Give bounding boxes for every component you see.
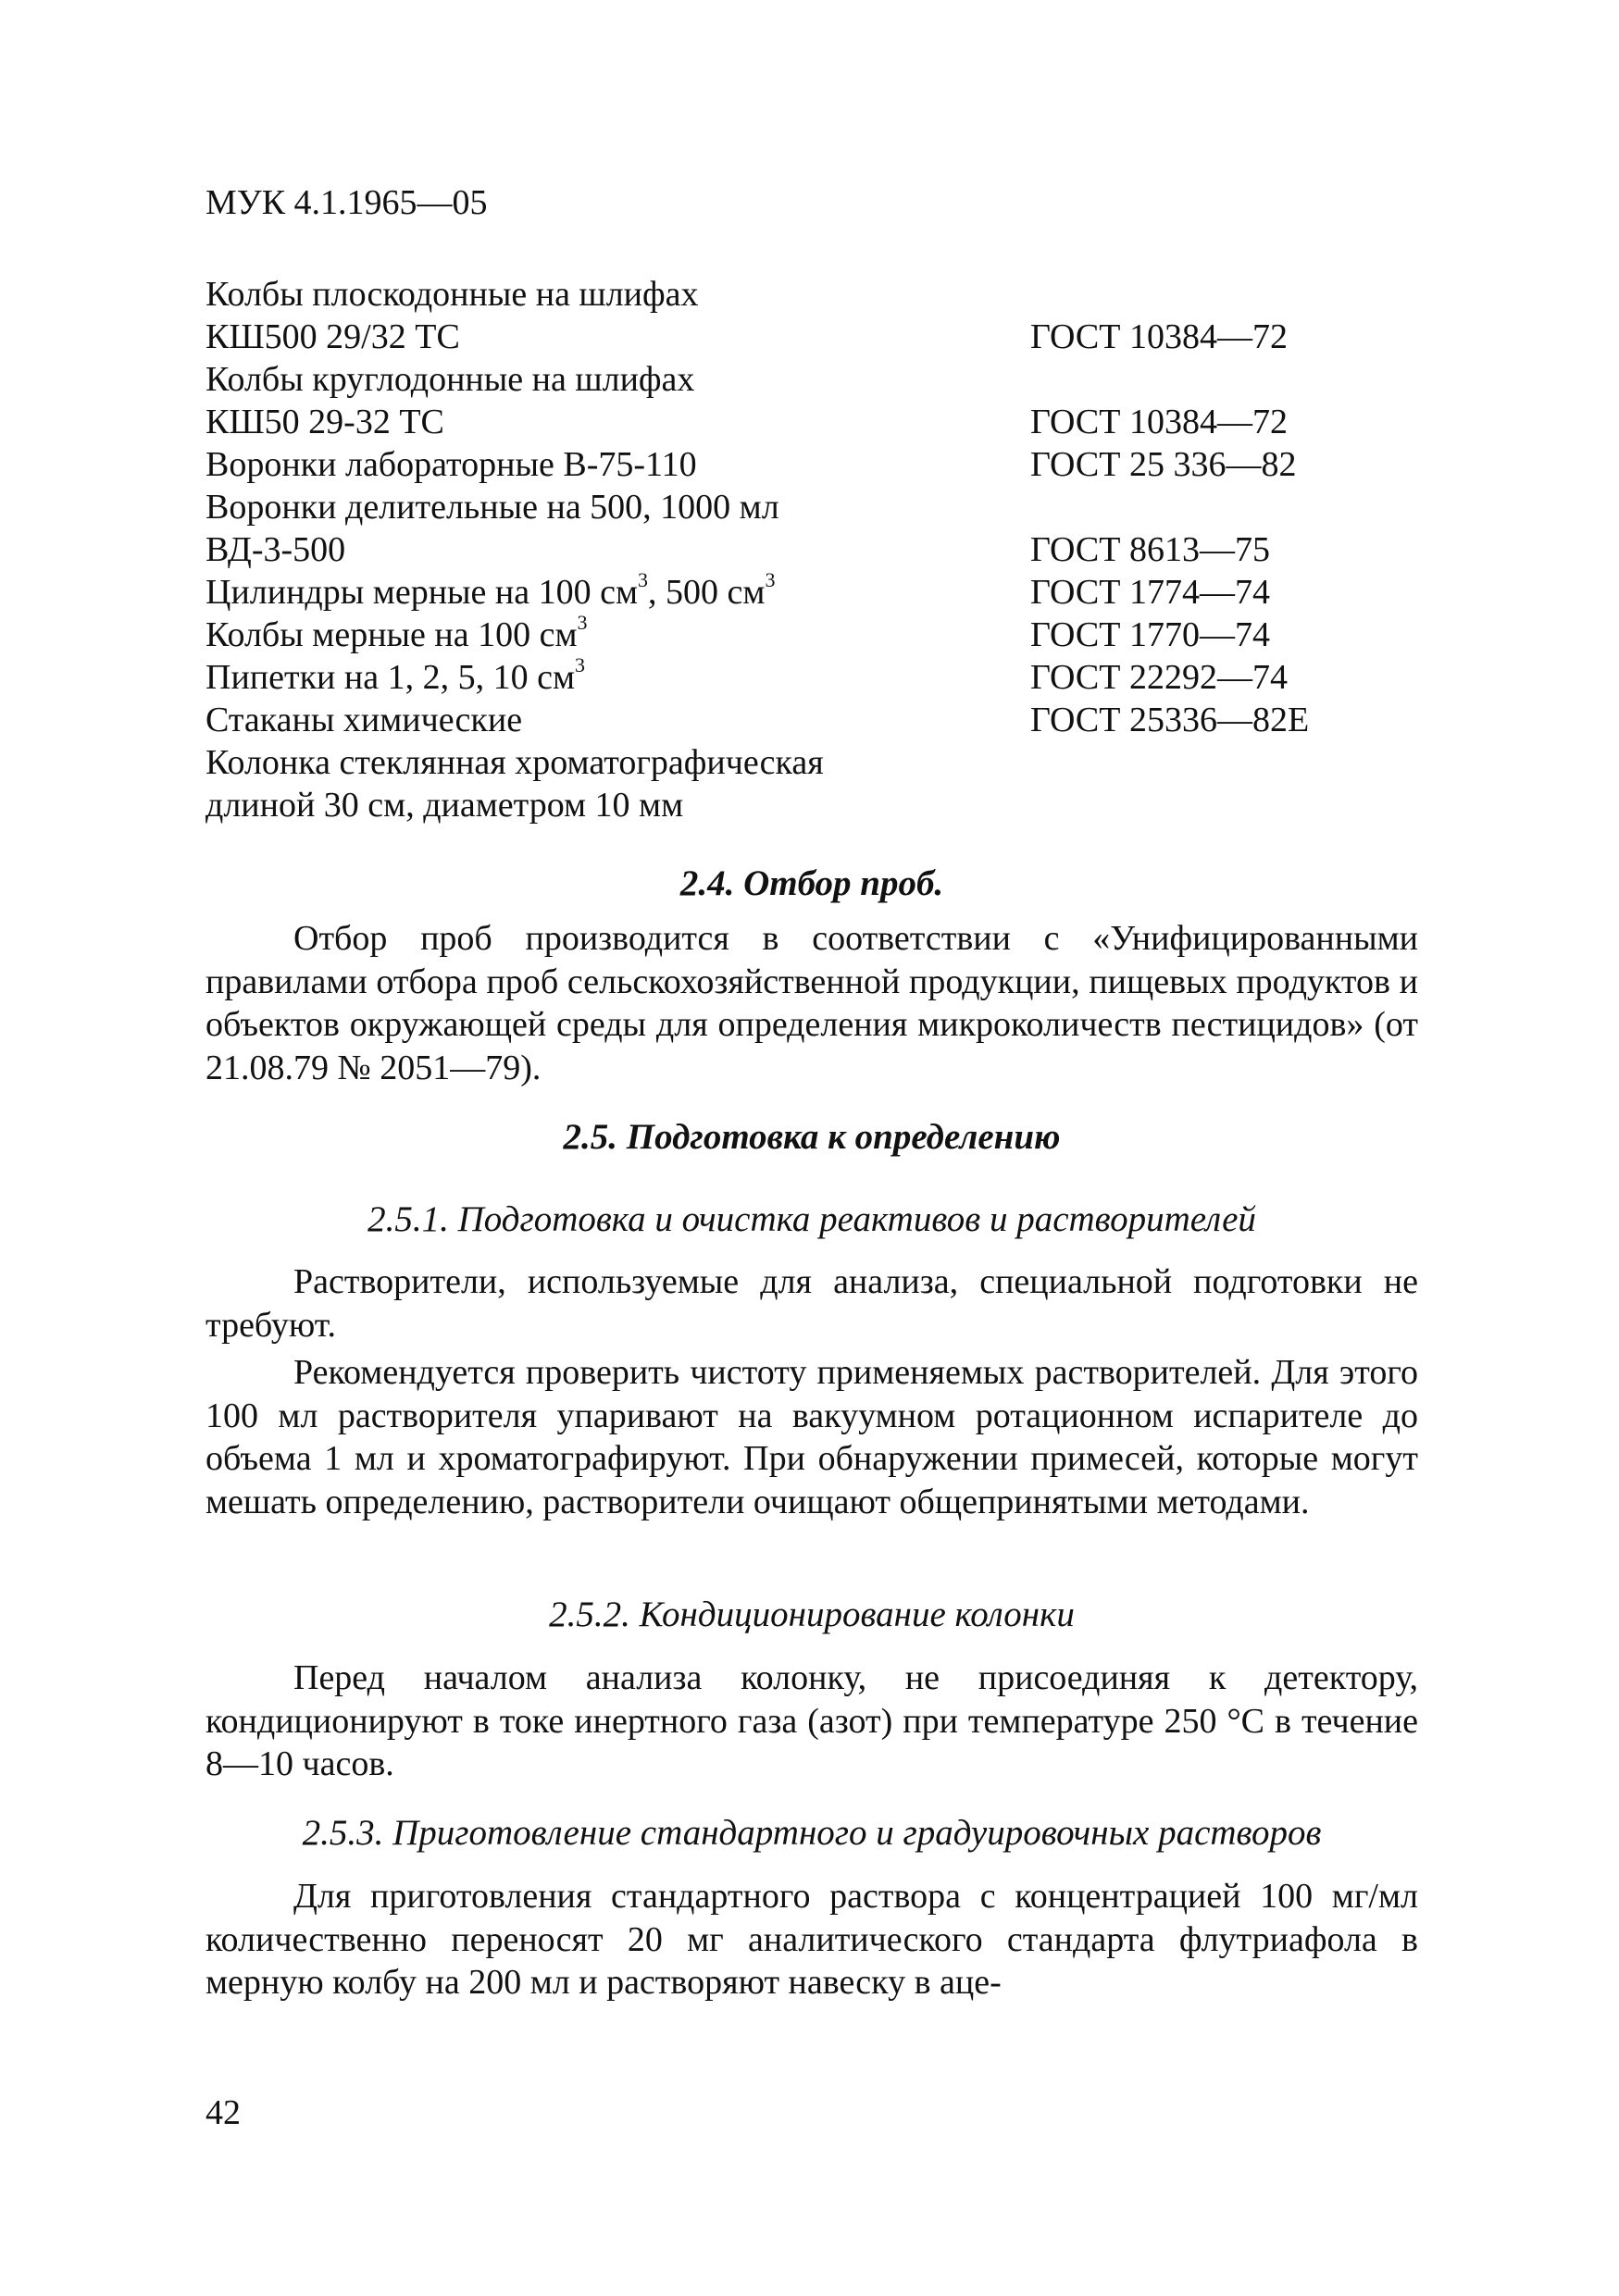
equipment-gost: ГОСТ 25336—82Е (1030, 701, 1310, 739)
equipment-row (205, 741, 1409, 784)
equipment-name: длиной 30 см, диаметром 10 мм (205, 786, 684, 825)
equipment-row (205, 784, 1409, 826)
equipment-name: Стаканы химические (205, 701, 523, 739)
equipment-row (205, 316, 1409, 358)
page-number: 42 (205, 2093, 241, 2132)
section-2-5-3-text: Для приготовления стандартного раствора с концентрацией 100 мг/мл количественно переносят 20 мг аналитического стандарта флутриафола в мерную колбу на 200 мл и растворяют навеску в аце- (205, 1877, 1418, 2002)
equipment-row (205, 528, 1409, 571)
equipment-name: Колбы мерные на 100 $см^3$ (205, 611, 588, 654)
equipment-row (205, 568, 1409, 614)
equipment-row (205, 486, 1409, 528)
document-header: МУК 4.1.1965—05 (205, 183, 488, 222)
equipment-gost: ГОСТ 10384—72 (1030, 403, 1288, 441)
equipment-row (205, 653, 1409, 699)
section-2-5-2-text: Перед началом анализа колонку, не присоединяя к детектору, кондиционируют в токе инертного газа (азот) при температуре 250 °С в течение 8—10 часов. (205, 1658, 1418, 1783)
section-2-5-1-paragraph-1: Растворители, используемые для анализа, специальной подготовки не требуют. (205, 1262, 1418, 1345)
equipment-name: Колбы плоскодонные на шлифах (205, 275, 699, 314)
section-heading-2-5-1: 2.5.1. Подготовка и очистка реактивов и растворителей (367, 1199, 1256, 1239)
equipment-name: Колбы круглодонные на шлифах (205, 360, 695, 399)
section-2-5-1-paragraph-2: Рекомендуется проверить чистоту применяемых растворителей. Для этого 100 мл растворителя упаривают на вакуумном ротационном испарителе до объема 1 мл и хроматографируют. При обнаружении примесей, которые могут мешать определению, растворители очищают общепринятыми методами. (205, 1353, 1418, 1521)
equipment-name: ВД-3-500 (205, 530, 346, 569)
section-heading-2-5: 2.5. Подготовка к определению (563, 1117, 1061, 1157)
equipment-row (205, 699, 1409, 741)
equipment-name: КШ500 29/32 ТС (205, 317, 460, 356)
equipment-row (205, 358, 1409, 401)
equipment-name: Колонка стеклянная хроматографическая (205, 743, 824, 782)
section-2-4-text: Отбор проб производится в соответствии с «Унифицированными правилами отбора проб сельскохозяйственной продукции, пищевых продуктов и объектов окружающей среды для определения микроколичеств пестицидов» (от 21.08.79 № 2051—79). (205, 919, 1418, 1087)
equipment-row (205, 273, 1409, 316)
equipment-row (205, 401, 1409, 443)
equipment-name: Воронки лабораторные В-75-110 (205, 445, 697, 484)
equipment-gost: ГОСТ 22292—74 (1030, 658, 1288, 697)
equipment-name: КШ50 29-32 ТС (205, 403, 444, 441)
equipment-name: Воронки делительные на 500, 1000 мл (205, 488, 779, 527)
section-heading-2-5-2: 2.5.2. Кондиционирование колонки (549, 1595, 1075, 1634)
equipment-list (205, 273, 1409, 826)
section-heading-2-4: 2.4. Отбор проб. (679, 863, 944, 903)
section-heading-2-5-3: 2.5.3. Приготовление стандартного и градуировочных растворов (302, 1813, 1322, 1853)
equipment-name: Цилиндры мерные на 100 $см^3$, 500 $см^3$ (205, 568, 776, 612)
equipment-gost: ГОСТ 8613—75 (1030, 530, 1270, 569)
equipment-row (205, 611, 1409, 656)
equipment-gost: ГОСТ 1774—74 (1030, 573, 1270, 612)
equipment-row (205, 443, 1409, 486)
equipment-gost: ГОСТ 25 336—82 (1030, 445, 1297, 484)
equipment-name: Пипетки на 1, 2, 5, 10 $см^3$ (205, 653, 585, 697)
equipment-gost: ГОСТ 10384—72 (1030, 317, 1288, 356)
equipment-gost: ГОСТ 1770—74 (1030, 615, 1270, 654)
